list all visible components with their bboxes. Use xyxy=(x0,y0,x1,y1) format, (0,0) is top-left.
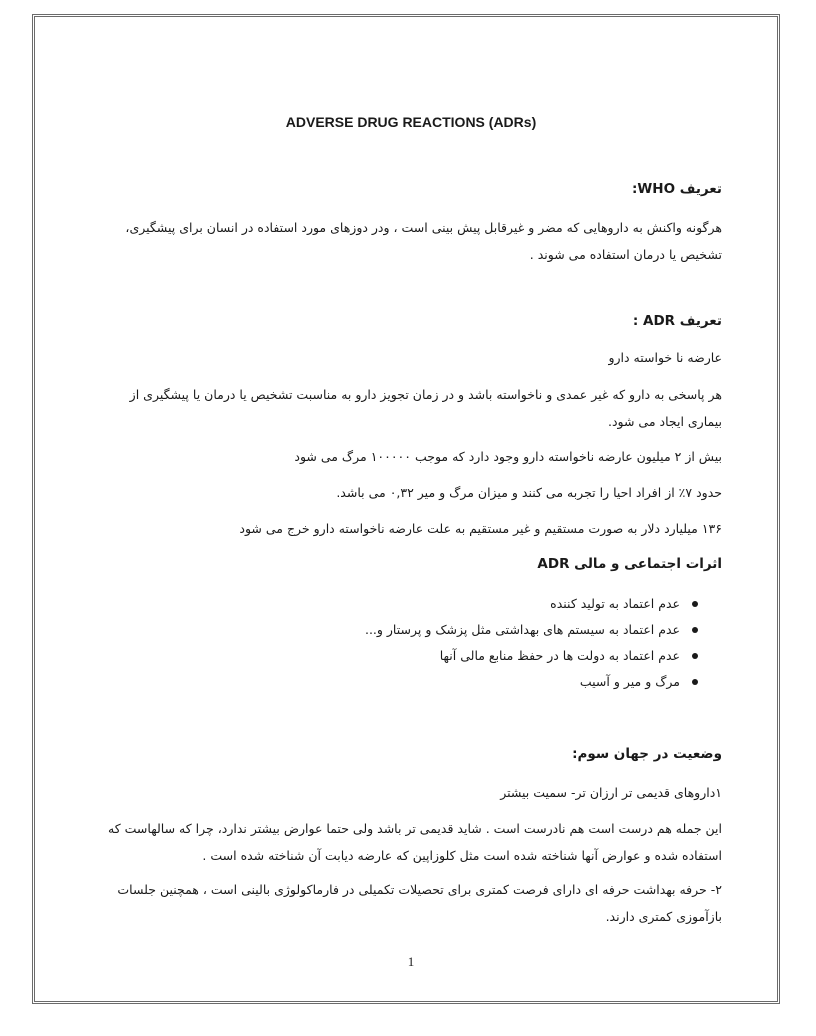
third-world-heading: وضعیت در جهان سوم: xyxy=(572,746,722,762)
effects-list-item xyxy=(100,669,722,695)
bullet-icon xyxy=(692,601,698,607)
document-title: ADVERSE DRUG REACTIONS (ADRs) xyxy=(285,114,537,130)
adr-definition: هر پاسخی به دارو که غیر عمدی و ناخواسته باشد و در زمان تجویز دارو به مناسبت تشخیص یا درمان یا پیشگیری از بیماری ایجاد می شود. xyxy=(129,387,722,429)
statistic-2: حدود ۷٪ از افراد احیا را تجربه می کنند و میزان مرگ و میر ۰,۳۲ می باشد. xyxy=(336,485,722,500)
effects-list xyxy=(100,591,722,695)
point-1: ۱داروهای قدیمی تر ارزان تر- سمیت بیشتر xyxy=(500,785,722,800)
bullet-icon xyxy=(692,679,698,685)
effects-list-item xyxy=(100,617,722,643)
adr-heading: تعریف ADR : xyxy=(632,313,722,329)
effects-item-text: عدم اعتماد به سیستم های بهداشتی مثل پزشک و پرستار و... xyxy=(364,622,680,637)
effects-heading: اثرات اجتماعی و مالی ADR xyxy=(537,556,722,572)
effects-item-text: مرگ و میر و آسیب xyxy=(579,674,680,689)
bullet-icon xyxy=(692,653,698,659)
who-definition: هرگونه واکنش به داروهایی که مضر و غیرقابل پیش بینی است ، ودر دوزهای مورد استفاده در انسان برای پیشگیری، تشخیص یا درمان استفاده می شوند . xyxy=(125,220,722,262)
document-page xyxy=(100,0,722,1036)
adr-short-definition: عارضه نا خواسته دارو xyxy=(608,350,722,365)
statistic-1: بیش از ۲ میلیون عارضه ناخواسته دارو وجود دارد که موجب ۱۰۰۰۰۰ مرگ می شود xyxy=(294,449,722,464)
effects-list-item xyxy=(100,643,722,669)
effects-item-text: عدم اعتماد به دولت ها در حفظ منابع مالی آنها xyxy=(439,648,680,663)
effects-item-text: عدم اعتماد به تولید کننده xyxy=(550,596,680,611)
bullet-icon xyxy=(692,627,698,633)
point-1-detail: این جمله هم درست است هم نادرست است . شاید قدیمی تر باشد ولی حتما عوارض بیشتر ندارد، چرا که سالهاست که استفاده شده و عوارض آنها شناخته شده است مثل کلوزاپین که عارضه دیابت آن شناخته شده است . xyxy=(108,821,722,863)
page-number: 1 xyxy=(407,954,415,969)
point-2: ۲- حرفه بهداشت حرفه ای دارای فرصت کمتری برای تحصیلات تکمیلی در فارماکولوژی بالینی است ، همچنین جلسات بازآموزی کمتری دارند. xyxy=(117,882,722,924)
statistic-3: ۱۳۶ میلیارد دلار به صورت مستقیم و غیر مستقیم به علت عارضه ناخواسته دارو خرج می شود xyxy=(239,521,722,536)
effects-list-item xyxy=(100,591,722,617)
who-heading: تعریف WHO: xyxy=(631,181,722,197)
